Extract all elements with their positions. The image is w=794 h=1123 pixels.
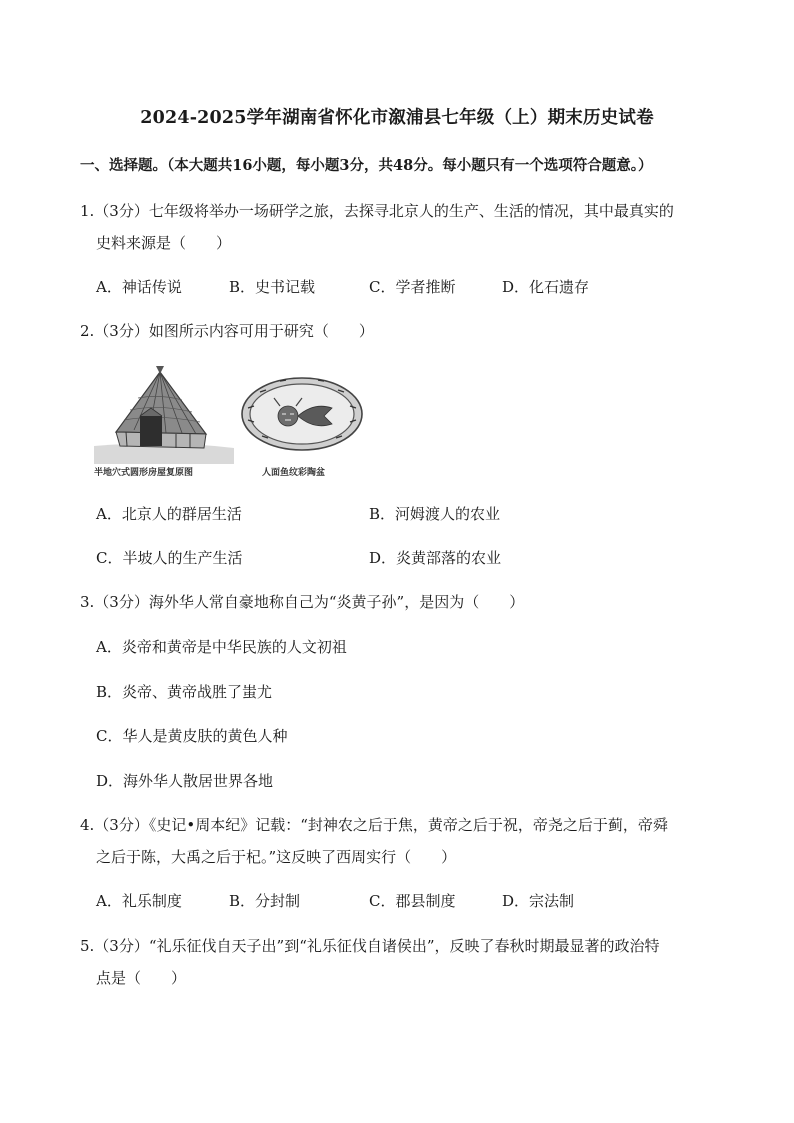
- question-4-option-b: B．分封制: [229, 892, 301, 910]
- question-1-option-d: D．化石遗存: [502, 278, 590, 296]
- house-image-caption: 半地穴式圆形房屋复原图: [94, 468, 194, 478]
- page-title: 2024-2025学年湖南省怀化市溆浦县七年级（上）期末历史试卷: [140, 108, 654, 128]
- question-3-stem-line1: 3.（3分）海外华人常自豪地称自己为“炎黄子孙”，是因为（ ）: [80, 593, 525, 611]
- question-3-option-a: A．炎帝和黄帝是中华民族的人文初祖: [96, 638, 347, 656]
- question-1-stem-line1: 1.（3分）七年级将举办一场研学之旅，去探寻北京人的生产、生活的情况，其中最真实的: [80, 202, 674, 220]
- painted-pottery-basin-image: [240, 372, 364, 462]
- question-4-option-d: D．宗法制: [502, 892, 575, 910]
- question-1-stem-line2: 史料来源是（ ）: [96, 234, 232, 252]
- question-2-option-d: D．炎黄部落的农业: [369, 549, 502, 567]
- question-5-stem-line2: 点是（ ）: [96, 969, 187, 987]
- question-2-option-a: A．北京人的群居生活: [96, 505, 242, 523]
- question-2-stem-line1: 2.（3分）如图所示内容可用于研究（ ）: [80, 322, 374, 340]
- question-4-option-c: C．郡县制度: [369, 892, 456, 910]
- question-1-option-c: C．学者推断: [369, 278, 456, 296]
- question-3-option-d: D．海外华人散居世界各地: [96, 772, 274, 790]
- question-2-figure: [94, 364, 370, 482]
- question-5-stem-line1: 5.（3分）“礼乐征伐自天子出”到“礼乐征伐自诸侯出”，反映了春秋时期最显著的政治特: [80, 937, 660, 955]
- question-4-stem-line2: 之后于陈，大禹之后于杞。”这反映了西周实行（ ）: [96, 848, 457, 866]
- semi-subterranean-house-image: [94, 364, 234, 464]
- question-1-option-a: A．神话传说: [96, 278, 182, 296]
- basin-image-caption: 人面鱼纹彩陶盆: [262, 468, 326, 478]
- question-3-option-c: C．华人是黄皮肤的黄色人种: [96, 727, 288, 745]
- section-heading: 一、选择题。（本大题共16小题，每小题3分，共48分。每小题只有一个选项符合题意。）: [80, 157, 653, 174]
- question-4-stem-line1: 4.（3分）《史记•周本纪》记载：“封神农之后于焦，黄帝之后于祝，帝尧之后于蓟，帝舜: [80, 816, 668, 834]
- question-3-option-b: B．炎帝、黄帝战胜了蚩尤: [96, 683, 273, 701]
- question-2-option-b: B．河姆渡人的农业: [369, 505, 501, 523]
- question-1-option-b: B．史书记载: [229, 278, 316, 296]
- question-2-option-c: C．半坡人的生产生活: [96, 549, 243, 567]
- question-4-option-a: A．礼乐制度: [96, 892, 182, 910]
